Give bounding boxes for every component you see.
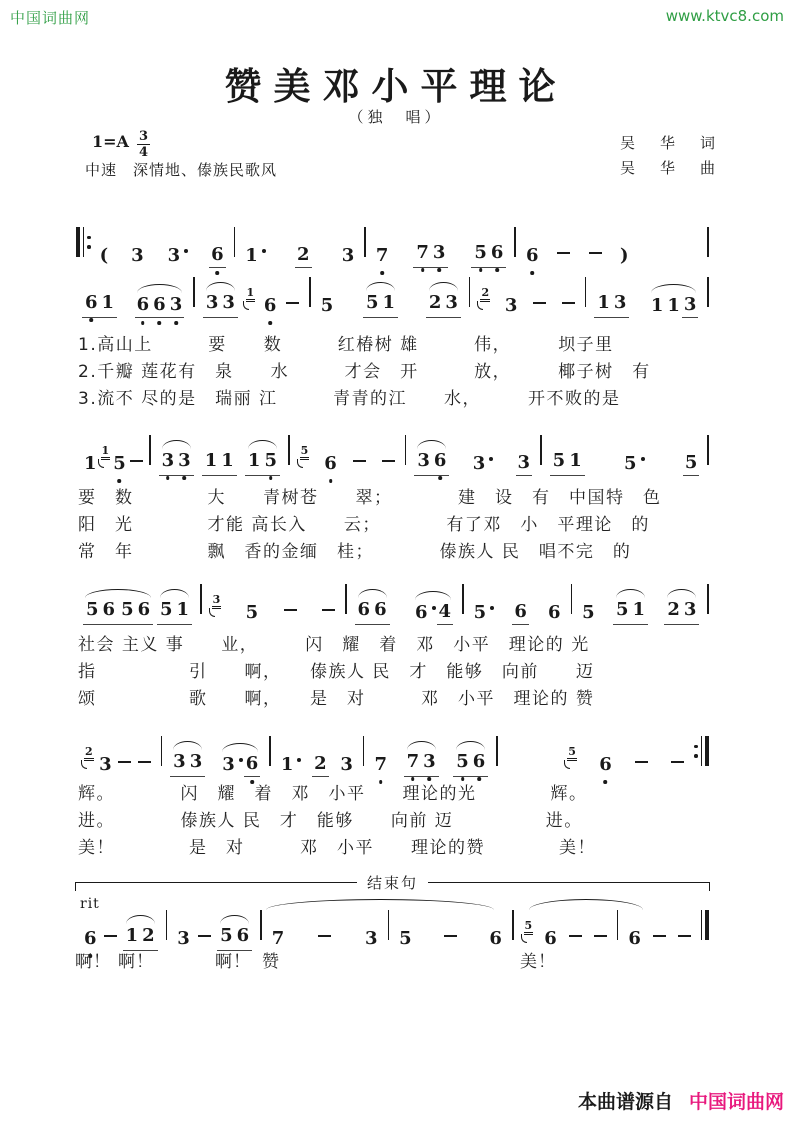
rit-marking: rit (80, 896, 100, 912)
note: 1 (221, 450, 234, 471)
barline (585, 277, 587, 307)
note: 5 (472, 242, 489, 265)
measure (75, 745, 160, 777)
note: 4 (437, 601, 454, 625)
note: 3 (173, 751, 186, 772)
lyric-line: 进。 傣族人 民 才 能够 向前 迈 进。 (78, 811, 583, 831)
measure (587, 292, 706, 318)
measure (573, 599, 706, 625)
lyric-line: 社会 主义 事 业， 闪 耀 着 邓 小平 理论的 光 (78, 635, 590, 655)
measure (312, 292, 468, 318)
slur-group (219, 753, 261, 777)
rest-dash (587, 247, 604, 268)
measure (163, 751, 268, 777)
measure (203, 593, 344, 625)
note: 6 (322, 453, 339, 476)
slur-group (203, 292, 238, 318)
barline (707, 277, 709, 307)
rest-dash (592, 930, 609, 951)
barline (694, 736, 709, 766)
slur-group (170, 751, 205, 777)
rest-dash (651, 930, 668, 951)
barline (707, 584, 709, 614)
barline (166, 910, 168, 940)
time-signature (137, 130, 150, 159)
grace-note: 5 (567, 746, 577, 761)
note: 5 (245, 602, 259, 623)
rest-dash (555, 247, 572, 268)
note: 3 (341, 245, 355, 266)
rest-dash (676, 930, 693, 951)
note: 5 (320, 295, 334, 316)
rest-dash (316, 930, 333, 951)
note: 3 (683, 599, 697, 620)
note: 5 (121, 599, 134, 620)
score-line (75, 430, 710, 476)
ending-bracket (75, 874, 710, 892)
barline (617, 910, 619, 940)
rest-dash (560, 297, 577, 318)
note: 5 (552, 450, 566, 471)
note: 3 (421, 751, 438, 774)
beam-group (413, 242, 448, 268)
measure (499, 745, 693, 777)
rest-dash (531, 297, 548, 318)
grace-note: 2 (480, 287, 490, 302)
note: 3 (189, 751, 203, 772)
slur-group (453, 751, 488, 777)
barline (540, 435, 542, 465)
slur-group (414, 450, 449, 476)
note: 5 (454, 751, 471, 774)
note: 5 (365, 292, 379, 313)
barline (76, 227, 91, 257)
grace-note: 5 (300, 445, 310, 460)
note: 3 (168, 294, 185, 318)
note: 1 (667, 295, 680, 316)
note: 6 (82, 928, 99, 951)
note: 1 (632, 599, 646, 620)
slur-group (648, 294, 700, 318)
barline (234, 227, 236, 257)
lyric-line: 颂 歌 啊， 是 对 邓 小平 理论的 赞 (78, 689, 595, 709)
barline (364, 227, 366, 257)
barline (405, 435, 407, 465)
ending-label: 结束句 (76, 872, 709, 893)
measure (75, 292, 192, 318)
time-denominator: 4 (138, 145, 148, 160)
augmentation-dot (489, 457, 493, 461)
lyric-line: 2.千瓣 莲花有 泉 水 才会 开 放， 椰子树 有 (78, 362, 651, 382)
lyric-syllable: 美！ (520, 952, 556, 972)
note: 3 (431, 242, 448, 265)
note: 6 (151, 294, 168, 318)
note: 6 (357, 599, 371, 620)
slur-group (134, 294, 186, 318)
song-subtitle: （独 唱） (348, 108, 444, 126)
time-numerator: 3 (138, 129, 148, 144)
augmentation-dot (490, 606, 494, 610)
low-octave-dot (174, 321, 178, 325)
barline (701, 910, 709, 940)
slur-group (245, 450, 280, 476)
barline (388, 910, 390, 940)
lyric-line: 阳 光 才能 高长入 云； 有了邓 小 平理论 的 (78, 515, 650, 535)
site-url-link[interactable]: www.ktvc8.com (665, 7, 784, 25)
beam-group (118, 599, 153, 625)
note: 3 (682, 294, 699, 318)
rest-dash (320, 604, 337, 625)
measure (619, 928, 700, 951)
note: 5 (262, 450, 279, 473)
note: 3 (220, 754, 244, 777)
low-octave-dot (166, 476, 170, 480)
note: 1 (279, 754, 303, 777)
rest-dash (284, 297, 301, 318)
note: 7 (271, 928, 285, 949)
note: 7 (374, 245, 391, 268)
low-octave-dot (269, 476, 273, 480)
barline (288, 435, 290, 465)
note: 7 (405, 751, 422, 774)
grace-note: 2 (84, 746, 94, 761)
rest-dash (669, 756, 686, 777)
measure (517, 245, 706, 268)
slur-group (159, 450, 194, 476)
grace-note: 1 (101, 445, 111, 460)
lyric-line: 常 年 飘 香的金缅 桂； 傣族人 民 唱不完 的 (78, 542, 632, 562)
barline (707, 227, 709, 257)
barline (469, 277, 471, 307)
note: 3 (176, 450, 193, 473)
note: 1 (243, 245, 267, 268)
note: 5 (399, 928, 412, 949)
note: 1 (101, 292, 115, 313)
measure (471, 286, 583, 318)
rest-dash (136, 756, 153, 777)
note: 6 (524, 245, 541, 268)
note: 3 (222, 292, 235, 313)
note: 3 (365, 928, 378, 949)
rest-dash (380, 455, 397, 476)
note: 6 (135, 294, 152, 318)
slur-group (664, 599, 699, 625)
note: 6 (374, 599, 387, 620)
note: 2 (312, 753, 329, 777)
rest-dash (442, 930, 459, 951)
site-name-link[interactable]: 中国词曲网 (10, 9, 91, 27)
lyric-syllable: 赞 (262, 952, 280, 972)
note: 1 (247, 450, 261, 471)
note: 3 (504, 295, 518, 316)
barline (512, 910, 514, 940)
beam-group (594, 292, 629, 318)
score-line (75, 731, 710, 777)
rest-dash (116, 756, 133, 777)
measure (465, 601, 570, 625)
barline (514, 227, 516, 257)
barline (161, 736, 163, 766)
note: 7 (414, 242, 431, 265)
note: 3 (340, 754, 353, 775)
score-line (75, 272, 710, 318)
note: 5 (683, 452, 700, 476)
note: 6 (597, 754, 614, 777)
barline (309, 277, 311, 307)
note: 5 (622, 453, 646, 476)
low-octave-dot (141, 321, 145, 325)
slur-group (363, 292, 398, 318)
note: 3 (417, 450, 430, 471)
note: 6 (244, 753, 261, 777)
measure (263, 928, 387, 951)
note: 1 (569, 450, 582, 471)
note: 6 (471, 751, 488, 774)
note: 3 (516, 452, 533, 476)
song-title: 赞美邓小平理论 (224, 64, 568, 108)
note: ) (620, 245, 629, 266)
barline (193, 277, 195, 307)
note: ( (99, 245, 109, 266)
beam-group (202, 450, 237, 476)
measure (407, 450, 539, 476)
measure (367, 242, 513, 268)
note: 1 (650, 295, 664, 316)
note: 6 (413, 602, 437, 625)
footer-site-link[interactable]: 中国词曲网 (688, 1091, 784, 1113)
measure (92, 244, 233, 268)
lyric-line: 1.高山上 要 数 红椿树 雄 伟， 坝子里 (78, 335, 614, 355)
note: 2 (142, 925, 155, 946)
measure (348, 599, 462, 625)
barline (363, 736, 365, 766)
slur-group (613, 599, 648, 625)
note: 1 (597, 292, 610, 313)
note: 5 (111, 453, 128, 476)
measure (152, 450, 287, 476)
lyric-syllable: 啊！ (215, 952, 251, 972)
note: 3 (131, 245, 144, 266)
note: 5 (615, 599, 629, 620)
augmentation-dot (432, 606, 436, 610)
key-and-time-signature (92, 129, 150, 161)
phrase-slur (529, 899, 643, 910)
barline (269, 736, 271, 766)
note: 5 (86, 599, 99, 620)
measure (543, 450, 707, 476)
low-octave-dot (268, 321, 272, 325)
note: 1 (84, 453, 97, 474)
measure (272, 753, 362, 777)
note: 3 (99, 754, 112, 775)
low-octave-dot (183, 476, 187, 480)
barline (149, 435, 151, 465)
low-octave-dot (158, 321, 162, 325)
slur-group (412, 601, 454, 625)
note: 6 (547, 602, 561, 623)
score-line (75, 222, 710, 268)
rest-dash (196, 930, 213, 951)
tempo-marking: 中速 深情地、傣族民歌风 (85, 161, 278, 179)
note: 1 (204, 450, 218, 471)
rest-dash (633, 756, 650, 777)
grace-note: 3 (212, 594, 222, 609)
augmentation-dot (297, 758, 301, 762)
barline (200, 584, 202, 614)
barline (345, 584, 347, 614)
measure (365, 751, 495, 777)
score-line (75, 905, 710, 951)
note: 2 (295, 244, 312, 268)
note: 6 (628, 928, 641, 949)
note: 5 (159, 599, 173, 620)
note: 1 (176, 599, 190, 620)
beam-group (82, 292, 117, 318)
footer (578, 1087, 784, 1114)
note: 7 (372, 754, 389, 777)
grace-note: 1 (246, 287, 256, 302)
rest-dash (128, 455, 145, 476)
phrase-slur (266, 899, 495, 910)
note: 6 (83, 292, 100, 315)
note: 6 (236, 925, 250, 946)
rest-dash (282, 604, 299, 625)
lyric-line: 美！ 是 对 邓 小平 理论的赞 美！ (78, 838, 596, 858)
low-octave-dot (438, 476, 442, 480)
note: 1 (382, 292, 396, 313)
footer-source-text: 本曲谱源自 (577, 1091, 673, 1113)
lyric-line: 指 引 啊， 傣族人 民 才 能够 向前 迈 (78, 662, 595, 682)
grace-note: 5 (524, 920, 534, 935)
barline (462, 584, 464, 614)
lyric-syllable: 啊！ (118, 952, 154, 972)
lyric-syllable: 啊！ (75, 952, 111, 972)
measure (196, 286, 308, 318)
low-octave-dot (604, 780, 608, 784)
note: 6 (544, 928, 557, 949)
slur-group (404, 751, 439, 777)
slur-group (355, 599, 390, 625)
note: 3 (471, 453, 495, 476)
lyric-line: 辉。 闪 耀 着 邓 小平 理论的光 辉。 (78, 784, 588, 804)
measure (390, 928, 511, 951)
note: 1 (125, 925, 139, 946)
low-octave-dot (89, 318, 93, 322)
score-line (75, 579, 710, 625)
note: 5 (582, 602, 595, 623)
note: 2 (428, 292, 442, 313)
note: 3 (177, 928, 190, 949)
measure (291, 444, 404, 476)
beam-group (83, 599, 118, 625)
augmentation-dot (239, 758, 243, 762)
measure (75, 444, 148, 476)
augmentation-dot (641, 457, 645, 461)
note: 6 (432, 450, 449, 473)
note: 2 (667, 599, 680, 620)
note: 6 (489, 242, 506, 265)
lyric-line: 3.流不 尽的是 瑞丽 江 青青的江 水， 开不败的是 (78, 389, 621, 409)
note: 5 (220, 925, 233, 946)
note: 6 (102, 599, 116, 620)
lyricist-credit: 吴 华 词 (620, 134, 721, 152)
measure (236, 244, 363, 268)
beam-group (471, 242, 506, 268)
measure (75, 599, 199, 625)
note: 6 (489, 928, 502, 949)
note: 3 (166, 245, 190, 268)
barline (496, 736, 498, 766)
key-signature: 1=A (92, 132, 129, 151)
note: 6 (262, 295, 279, 318)
rest-dash (351, 455, 368, 476)
augmentation-dot (184, 249, 188, 253)
note: 6 (209, 244, 226, 268)
beam-group (550, 450, 585, 476)
barline (707, 435, 709, 465)
barline (571, 584, 573, 614)
rest-dash (567, 930, 584, 951)
note: 3 (613, 292, 627, 313)
slur-group (82, 599, 154, 625)
augmentation-dot (262, 249, 266, 253)
note: 3 (205, 292, 219, 313)
note: 5 (472, 602, 496, 625)
barline (260, 910, 262, 940)
lyric-line: 要 数 大 青树苍 翠； 建 设 有 中国特 色 (78, 488, 662, 508)
slur-group (426, 292, 461, 318)
note: 3 (445, 292, 458, 313)
note: 6 (512, 601, 529, 625)
note: 6 (137, 599, 151, 620)
note: 3 (160, 450, 177, 473)
composer-credit: 吴 华 曲 (620, 159, 721, 177)
slur-group (157, 599, 192, 625)
